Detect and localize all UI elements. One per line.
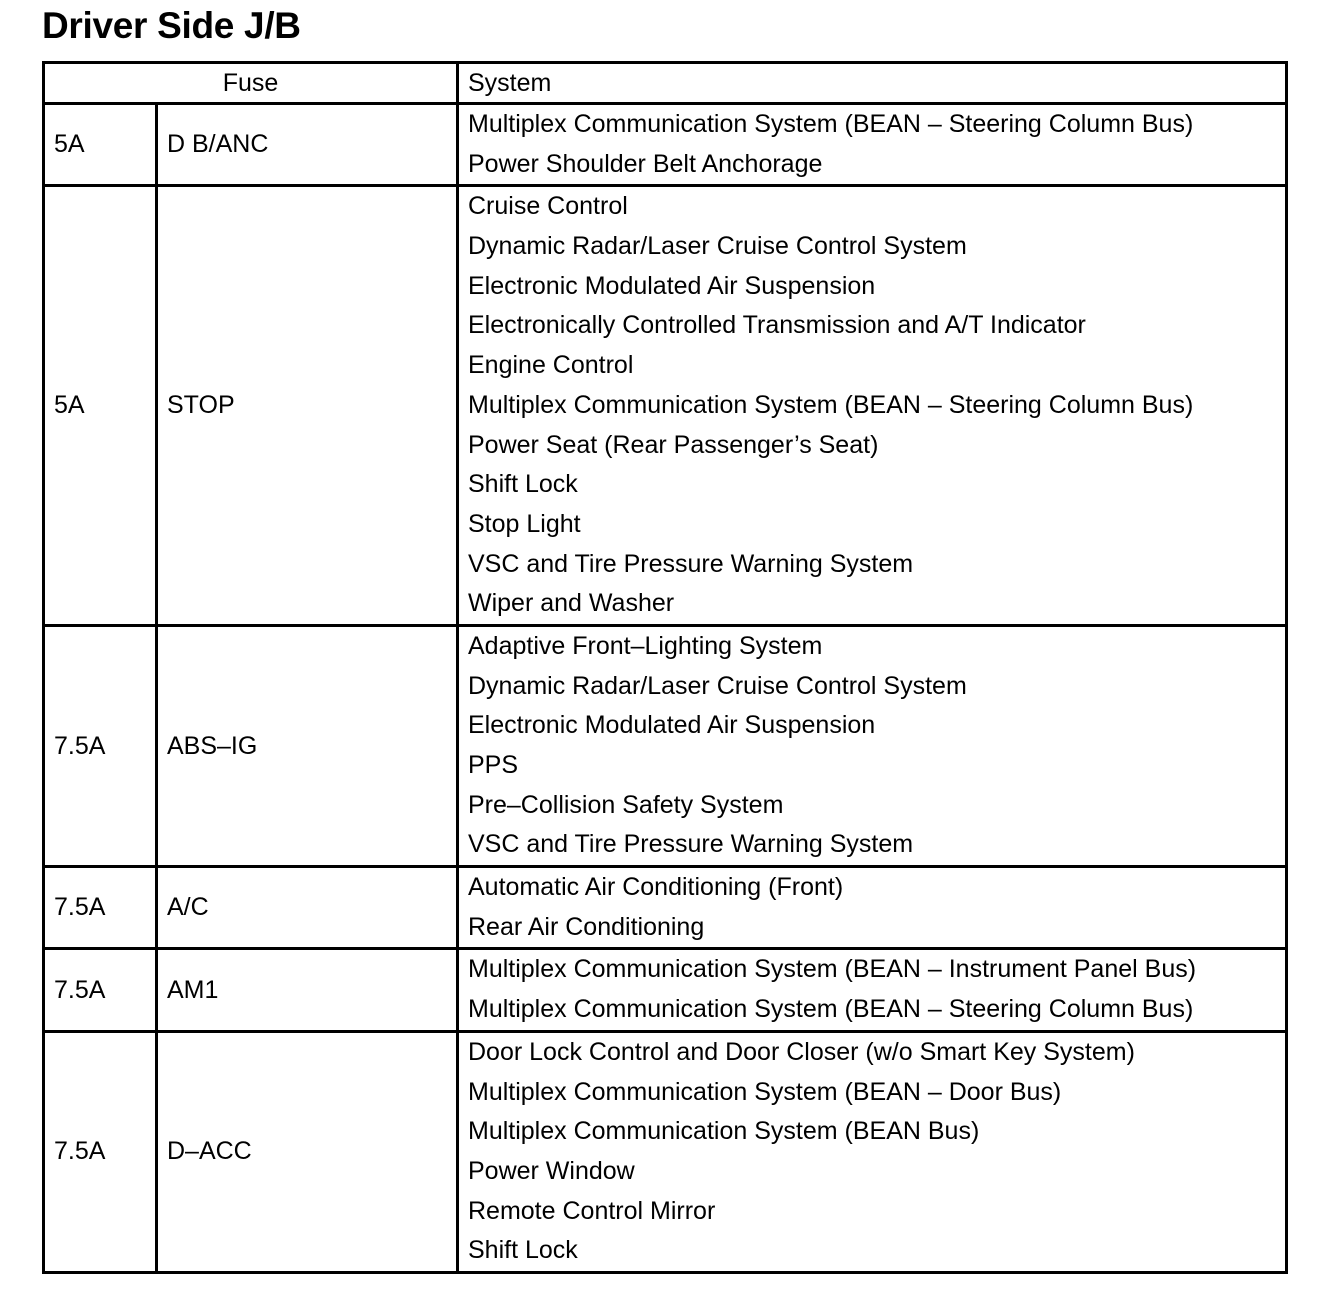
table-row [44,867,1287,949]
fuse-name: D–ACC [157,1031,458,1272]
system-item: Stop Light [468,509,581,538]
fuse-table-body [44,104,1287,1273]
page-title: Driver Side J/B [42,5,301,46]
system-item: Multiplex Communication System (BEAN Bus) [468,1117,980,1146]
system-list [458,1031,1287,1272]
system-item: Power Seat (Rear Passenger’s Seat) [468,430,879,459]
system-item: Multiplex Communication System (BEAN – Instrument Panel Bus) [468,955,1197,984]
fuse-amperage: 5A [44,186,157,626]
system-item: Multiplex Communication System (BEAN – Steering Column Bus) [468,995,1194,1024]
fuse-amperage: 5A [44,104,157,186]
system-item: Electronically Controlled Transmission and A/T Indicator [468,311,1086,340]
system-item: Dynamic Radar/Laser Cruise Control System [468,671,967,700]
system-list [458,625,1287,866]
system-item: Shift Lock [468,1236,578,1265]
system-list [458,104,1287,186]
table-row [44,625,1287,866]
system-item: Door Lock Control and Door Closer (w/o Smart Key System) [468,1037,1135,1066]
system-item: Automatic Air Conditioning (Front) [468,873,844,902]
fuse-amperage: 7.5A [44,867,157,949]
table-row [44,104,1287,186]
system-item: Multiplex Communication System (BEAN – Steering Column Bus) [468,390,1194,419]
table-header-row [44,63,1287,104]
fuse-table [42,61,1288,1274]
fuse-name: STOP [157,186,458,626]
table-row [44,1031,1287,1272]
system-item: Power Shoulder Belt Anchorage [468,149,823,178]
fuse-amperage: 7.5A [44,949,157,1031]
system-column-header: System [458,63,1287,104]
system-item: Remote Control Mirror [468,1196,716,1225]
system-item: Dynamic Radar/Laser Cruise Control System [468,232,967,261]
system-item: Shift Lock [468,470,578,499]
system-item: VSC and Tire Pressure Warning System [468,830,914,859]
fuse-name: AM1 [157,949,458,1031]
fuse-name: D B/ANC [157,104,458,186]
system-item: Engine Control [468,351,634,380]
fuse-amperage: 7.5A [44,1031,157,1272]
table-row [44,949,1287,1031]
system-item: Pre–Collision Safety System [468,790,784,819]
system-item: VSC and Tire Pressure Warning System [468,549,914,578]
system-item: Electronic Modulated Air Suspension [468,271,876,300]
system-list [458,186,1287,626]
system-item: Multiplex Communication System (BEAN – Steering Column Bus) [468,110,1194,138]
system-item: Wiper and Washer [468,589,675,618]
system-item: Multiplex Communication System (BEAN – Door Bus) [468,1077,1062,1106]
system-item: Power Window [468,1156,635,1185]
table-row [44,186,1287,626]
system-item: PPS [468,751,519,779]
fuse-amperage: 7.5A [44,625,157,866]
system-item: Electronic Modulated Air Suspension [468,711,876,740]
fuse-column-header: Fuse [44,63,458,104]
system-list [458,867,1287,949]
system-item: Rear Air Conditioning [468,912,705,941]
system-item: Cruise Control [468,192,628,221]
fuse-name: A/C [157,867,458,949]
system-item: Adaptive Front–Lighting System [468,631,823,660]
fuse-name: ABS–IG [157,625,458,866]
system-list [458,949,1287,1031]
